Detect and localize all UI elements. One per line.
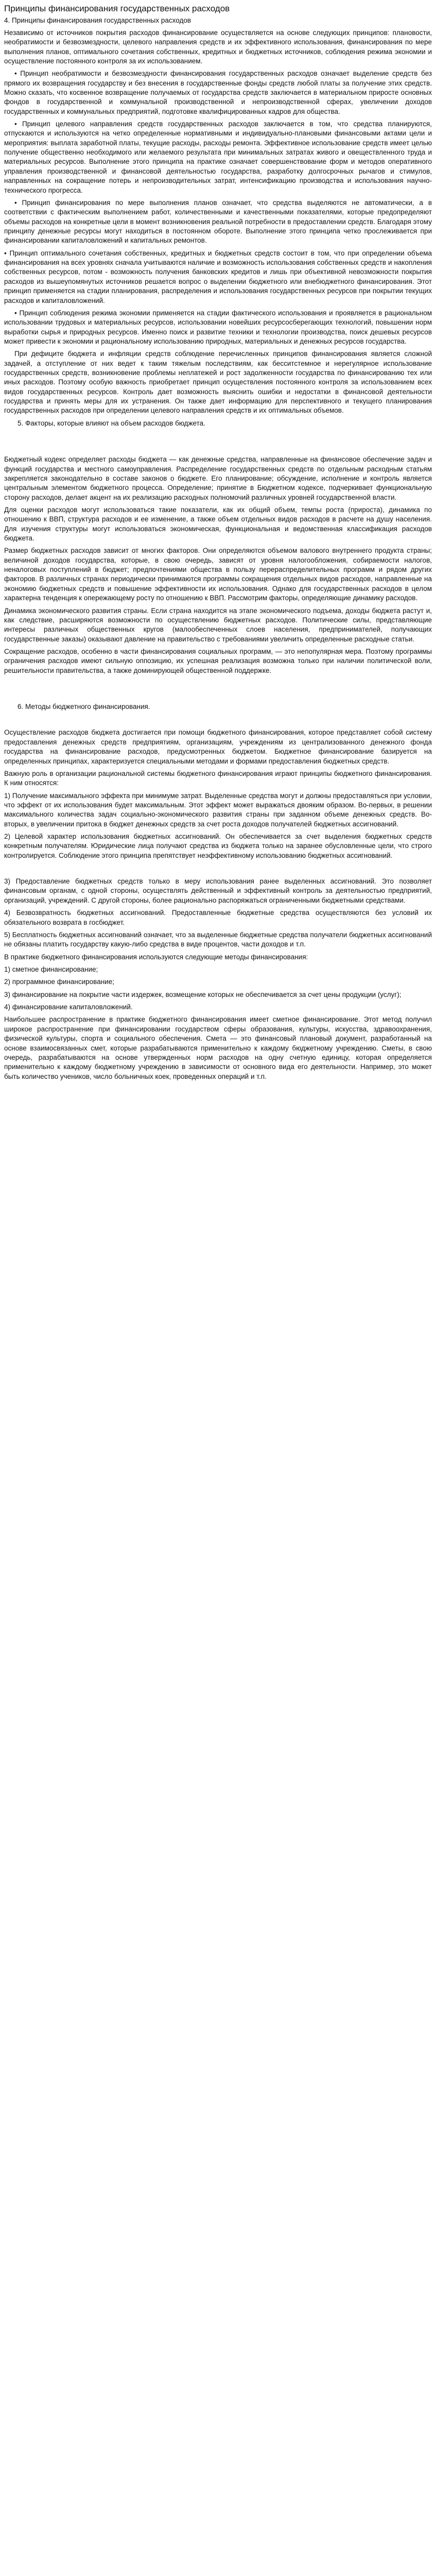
page-title: Принципы финансирования государственных расходов [4, 4, 230, 13]
section-heading-methods: 6. Методы бюджетного финансирования. [18, 703, 150, 711]
paragraph: 2) Целевой характер использования бюджетных ассигнований. Он обеспечивается за счет выделения бюджетных средств конкретным получателям. Юридические лица получают средства из бюджета только на заранее обусловленные цели, что строго контролируется. Соблюдение этого принципа препятствует неэффективному использованию бюджетных ассигнований. [4, 833, 432, 859]
list-item: 1) сметное финансирование; [4, 965, 98, 973]
paragraph: Размер бюджетных расходов зависит от многих факторов. Они определяются объемом валового внутреннего продукта страны; величиной доходов государства, которые, в свою очередь, зависят от уровня налогообложения, собираемости налогов, неналоговых поступлений в бюджет; предпочтениями общества в пользу перераспределительных программ и рядом других факторов. В различных странах периодически принимаются программы сокращения отдельных видов расходов, направленные на экономию бюджетных средств и повышение эффективности их использования. Однако для государственных расходов в целом характерна тенденция к опережающему росту по отношению к ВВП. Рассмотрим факторы, определяющие динамику расходов. [4, 547, 432, 602]
paragraph: • Принцип финансирования по мере выполнения планов означает, что средства выделяются не автоматически, а в соответствии с фактическим выполнением работ, количественными и качественными показателями, которые предопределяют объемы расходов на конкретные цели в момент возникновения реальной потребности в предоставлении средств. Благодаря этому принципу денежные ресурсы могут находиться в постоянном обороте. Выполнение этого принципа четко прослеживается при финансировании капиталовложений и капитальных ремонтов. [4, 198, 432, 245]
paragraph: При дефиците бюджета и инфляции средств соблюдение перечисленных принципов финансирования является сложной задачей, а отступление от них ведет к таким тяжелым последствиям, как бесситстемное и нерегулярное использование государственных средств, возникновение проблемы неплатежей и рост задолженности государства по финансированию тех или иных расходов. Поэтому особую важность приобретает принцип осуществления постоянного контроля за использованием всех видов государственных ресурсов. Контроль дает возможность выяснить ошибки и недостатки в финансовой деятельности государства и принять меры для их устранения. Он также дает информацию для перспективного и текущего планирования государственных расходов при определении целевого направления средств и их оптимальных объемов. [4, 350, 432, 415]
paragraph: Бюджетный кодекс определяет расходы бюджета — как денежные средства, направленные на финансовое обеспечение задач и функций государства и местного самоуправления. Распределение государственных средств по отдельным расходным статьям закрепляется законодательно в составе законов о бюджете. Его планирование; обсуждение, исполнение и контроль является центральным элементом бюджетного процесса. Определение; принятие в Бюджетном кодексе, подчеркивает функциональную сторону расходов, делает акцент на их реализацию расходных полномочий различных уровней государственной власти. [4, 455, 432, 501]
section-principles [4, 16, 432, 416]
section-factors [4, 419, 432, 675]
section-heading-principles: 4. Принципы финансирования государственных расходов [4, 16, 191, 25]
paragraph: 3) Предоставление бюджетных средств только в меру использования ранее выделенных ассигнований. Это позволяет финансовым органам, с одной стороны, осуществлять действенный и эффективный контроль за деятельностью предприятий, организаций, учреждений. С другой стороны, более рационально распоряжаться ограниченными бюджетными средствами. [4, 877, 432, 904]
paragraph: Наибольшее распространение в практике бюджетного финансирования имеет сметное финансирование. Этот метод получил широкое распространение при финансировании государством сферы образования, культуры, искусства, здравоохранения, физической культуры, спорта и социального обеспечения. Смета — это финансовый плановый документ, разработанный на основе взаимосвязанных смет, которые разрабатываются применительно к каждому бюджетному учреждению. Сметы, в свою очередь, разрабатываются на основе утвержденных норм расходов на одну счетную единицу, которая определяется применительно к каждому бюджетному учреждению в зависимости от основного вида его деятельности. Например, это может быть количество учеников, число больничных коек, проведенных операций и т.п. [4, 1015, 432, 1080]
paragraph: Осуществление расходов бюджета достигается при помощи бюджетного финансирования, которое представляет собой систему предоставления денежных средств предприятиям, организациям, учреждениям из централизованного денежного фонда государства на финансирование расходов, предусмотренных бюджетом. Бюджетное финансирование базируется на определенных принципах, характеризуется специальными методами и формами предоставления бюджетных средств. [4, 728, 432, 765]
list-item: 3) финансирование на покрытие части издержек, возмещение которых не обеспечивается за счет цены продукции (услуг); [4, 990, 402, 998]
paragraph: • Принцип соблюдения режима экономии применяется на стадии фактического использования и проявляется в рациональном использовании трудовых и материальных ресурсов, использовании новейших ресурсосберегающих технологий, повышении норм выработки сырья и природных ресурсов. Именно поиск и развитие техники и технологии производства, поиск дешевых ресурсов может привести к экономии и рациональному использованию природных, материальных и денежных ресурсов государства. [4, 309, 432, 345]
section-methods [4, 702, 432, 1081]
paragraph: • Принцип оптимального сочетания собственных, кредитных и бюджетных средств состоит в том, что при определении объема финансирования на всех уровнях сначала учитываются наличие и возможность использования собственных средств и накопления собственных ресурсов, потом - возможность получения банковских кредитов и лишь при объективной невозможности покрытия расходов из вышеупомянутых источников решается вопрос о выделении бюджетного или внебюджетного финансирования. Этот принцип применяется на стадии планирования, распределения и использования государственных ресурсов при покрытии текущих расходов и капиталовложений. [4, 249, 432, 304]
paragraph: • Принцип целевого направления средств государственных расходов заключается в том, что средства планируются, отпускаются и используются на четко определенные нормативными и индивидуально-плановыми финансовыми актами цели и мероприятия: выплата заработной платы, текущие расходы, расходы ремонта. Эффективное использование средств имеет целью получение общественно необходимого или желаемого результата при минимальных затратах живого и овеществленного труда и материальных ресурсов. Выполнение этого принципа на практике означает совершенствование форм и методов оперативного управления производственной и финансовой деятельностью государства, разработку долгосрочных рычагов и стимулов, направленных на сокращение потерь и непроизводительных затрат, интенсификацию производства и использования научно-технического прогресса. [4, 120, 432, 194]
paragraph: • Принцип необратимости и безвозмездности финансирования государственных расходов означает выделение средств без прямого их возвращения государству и без внесения в государственные фонды средств любой платы за получение этих средств. Можно сказать, что косвенное возвращение получаемых от государства средств заключается в материальном приросте основных фондов в государственной и коммунальной производственной и непроизводственной сферах, увеличении доходов государственных и коммунальных предприятий, подготовке квалифицированных кадров для общества. [4, 70, 432, 115]
spacer [4, 679, 432, 702]
paragraph: 5) Бесплатность бюджетных ассигнований означает, что за выделенные бюджетные средства получатели бюджетных ассигнований не обязаны платить государству какую-либо средства в виде процентов, части доходов и т.п. [4, 930, 432, 948]
spacer [4, 715, 432, 728]
paragraph: 4) Безвозвратность бюджетных ассигнований. Предоставленные бюджетные средства осуществляются без условий их обязательного возврата в госбюджет. [4, 909, 432, 926]
paragraph: Важную роль в организации рациональной системы бюджетного финансирования играют принципы бюджетного финансирования. К ним относятся: [4, 769, 432, 787]
page [0, 0, 436, 1095]
spacer [4, 431, 432, 455]
paragraph: Независимо от источников покрытия расходов финансирование осуществляется на основе следующих принципов: плановости, необратимости и безвозмездности, целевого направления средств и их эффективного использования, финансирования по мере выполнения планов, оптимального сочетания собственных, кредитных и бюджетных источников, соблюдения режима экономии и осуществление постоянного контроля за их использованием. [4, 28, 432, 65]
list-item: 4) финансирование капиталовложений. [4, 1003, 133, 1011]
paragraph: Динамика экономического развития страны. Если страна находится на этапе экономического подъема, доходы бюджета растут и, как следствие, расширяются возможности по осуществлению бюджетных расходов. Политические силы, представляющие интересы различных общественных кругов (малообеспеченных слоев населения, предпринимателей, получающих государственные заказы) оказывают давление на правительство с требованиями увеличить определенные расходные статьи. [4, 606, 432, 643]
paragraph: Сокращение расходов, особенно в части финансирования социальных программ, — это непопулярная мера. Поэтому программы ограничения расходов имеют сильную оппозицию, их успешная реализация возможна только при наличии политической воли, решительности правительства, а также доминирующей общественной поддержке. [4, 648, 432, 674]
paragraph: Для оценки расходов могут использоваться такие показатели, как их общий объем, темпы роста (прироста), динамика по отношению к ВВП, структура расходов и ее изменение, а также объем отдельных видов расходов в расчете на душу населения. Для изучения структуры могут использоваться экономическая, функциональная и ведомственная классификация расходов бюджета. [4, 505, 432, 543]
paragraph: 1) Получение максимального эффекта при минимуме затрат. Выделенные средства могут и должны предоставляться при условии, что эффект от их использования будет максимальным. Этот эффект может выражаться двояким образом. Во-первых, в решении максимального количества задач социально-экономического развития страны при заданном объеме денежных средств. Во-вторых, в увеличении притока в бюджет денежных средств за счет роста доходов получателей бюджетных ассигнований. [4, 791, 432, 828]
spacer [4, 863, 432, 877]
section-heading-factors: 5. Факторы, которые влияют на объем расходов бюджета. [18, 419, 205, 427]
list-item: 2) программное финансирование; [4, 978, 114, 986]
paragraph: В практике бюджетного финансирования используются следующие методы финансирования: [4, 953, 308, 961]
